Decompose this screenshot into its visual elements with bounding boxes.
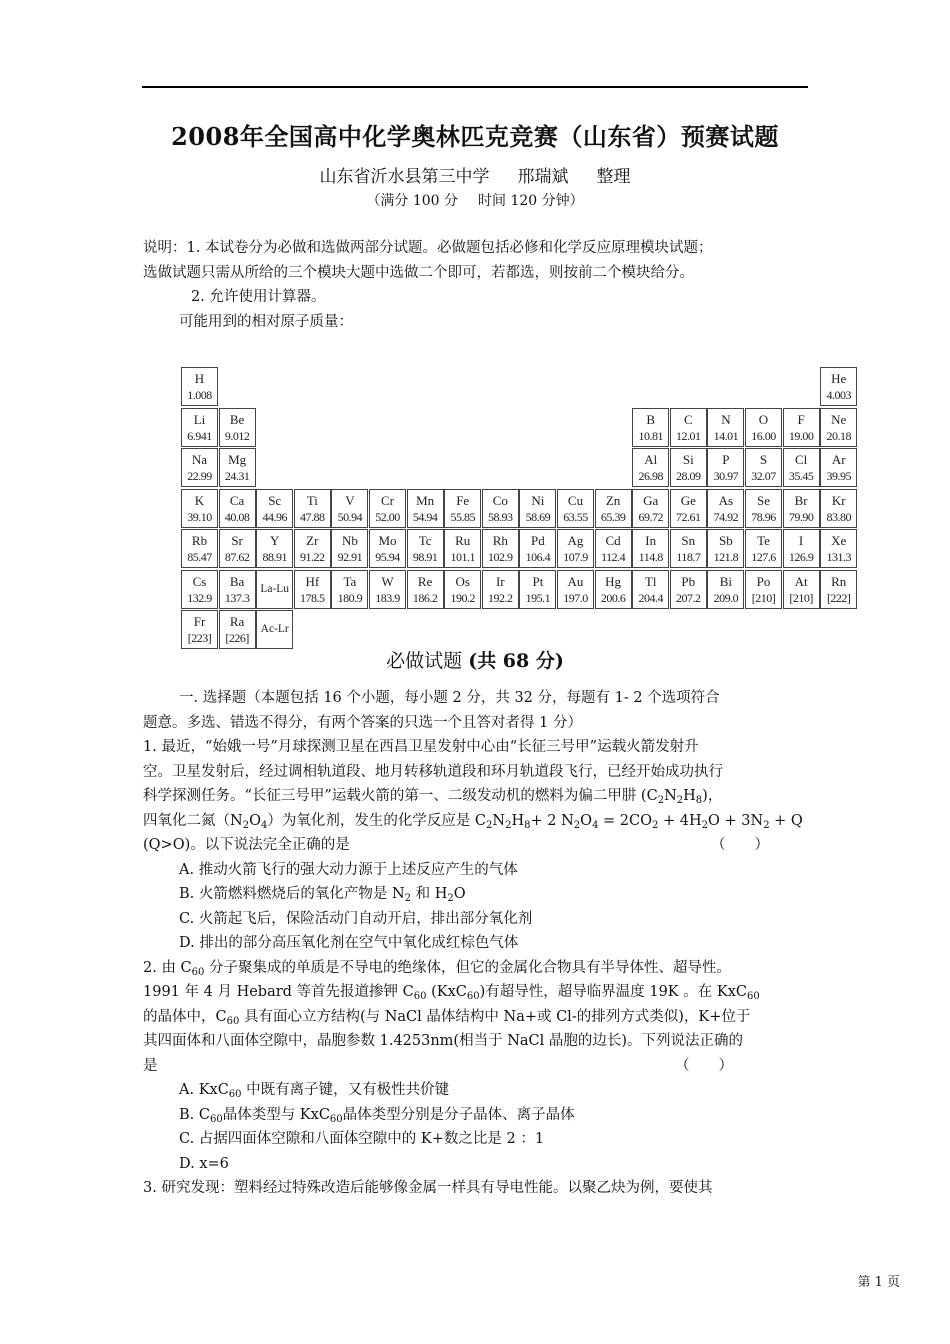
element-mass: 12.01 bbox=[676, 428, 701, 443]
element-symbol: Ru bbox=[455, 533, 471, 548]
instructions bbox=[143, 236, 809, 334]
element-cell bbox=[181, 570, 218, 609]
element-symbol: Tc bbox=[418, 533, 432, 548]
full-score: （满分 100 分 bbox=[366, 193, 458, 209]
element-symbol: Si bbox=[682, 452, 694, 467]
element-cell bbox=[181, 489, 218, 528]
element-symbol: V bbox=[345, 492, 355, 508]
instruction-line: 可能用到的相对原子质量： bbox=[179, 313, 353, 330]
element-mass: 52.00 bbox=[375, 509, 400, 524]
element-cell bbox=[745, 489, 782, 528]
element-cell bbox=[783, 489, 820, 528]
element-mass: 132.9 bbox=[187, 590, 212, 605]
element-cell bbox=[407, 570, 444, 609]
element-symbol: Ar bbox=[831, 452, 846, 467]
element-mass: 87.62 bbox=[224, 550, 250, 564]
element-mass: 207.2 bbox=[676, 590, 701, 605]
element-mass: 26.98 bbox=[638, 469, 663, 483]
element-mass: 121.8 bbox=[713, 550, 739, 564]
element-symbol: W bbox=[381, 573, 394, 589]
element-mass: 91.22 bbox=[300, 550, 325, 564]
element-symbol: Se bbox=[757, 492, 770, 508]
element-mass: 58.69 bbox=[525, 509, 551, 524]
element-symbol: Tl bbox=[644, 573, 657, 589]
element-cell bbox=[820, 570, 857, 609]
element-cell bbox=[783, 570, 820, 609]
element-symbol: Mn bbox=[416, 492, 435, 508]
element-symbol: Rb bbox=[191, 533, 208, 548]
element-cell bbox=[294, 529, 331, 568]
element-mass: [210] bbox=[751, 590, 776, 605]
element-mass: 114.8 bbox=[638, 550, 663, 564]
element-mass: 9.012 bbox=[224, 428, 250, 443]
element-symbol: Cd bbox=[605, 533, 621, 548]
element-mass: 39.95 bbox=[826, 469, 851, 483]
element-symbol: At bbox=[794, 573, 808, 589]
q2-line: 是 （ ） bbox=[143, 1054, 809, 1079]
element-cell bbox=[557, 489, 594, 528]
element-symbol: Te bbox=[757, 533, 770, 548]
element-cell bbox=[181, 367, 218, 406]
element-cell bbox=[595, 489, 632, 528]
periodic-table bbox=[181, 367, 859, 653]
element-symbol: Ta bbox=[343, 573, 357, 589]
element-cell bbox=[557, 529, 594, 568]
series-cell: Ac-Lr bbox=[256, 610, 293, 649]
element-symbol: Br bbox=[794, 492, 808, 508]
element-cell bbox=[219, 408, 256, 447]
element-cell bbox=[331, 570, 368, 609]
q1-line: 四氧化二氮$(N_2O_4)$为氧化剂，发生的化学反应是 $C_2N_2H_8+ 2$ $N_2O_4 = 2CO_2 + 4H_2O + 3N_2 + Q$ bbox=[143, 812, 803, 831]
element-symbol: Xe bbox=[831, 533, 847, 548]
element-cell bbox=[632, 489, 669, 528]
element-cell bbox=[294, 570, 331, 609]
element-cell bbox=[783, 448, 820, 487]
q1-line: (Q>O)。以下说法完全正确的是 （ ） bbox=[143, 833, 809, 858]
element-cell bbox=[482, 489, 519, 528]
element-cell bbox=[783, 408, 820, 447]
element-cell bbox=[670, 529, 707, 568]
element-symbol: Rn bbox=[831, 573, 847, 589]
element-mass: 197.0 bbox=[563, 590, 588, 605]
element-cell bbox=[670, 448, 707, 487]
element-symbol: Nb bbox=[341, 533, 358, 548]
element-mass: 200.6 bbox=[600, 590, 626, 605]
element-symbol: Sb bbox=[719, 533, 733, 548]
header-rule bbox=[142, 86, 808, 88]
element-mass: 10.81 bbox=[638, 428, 663, 443]
element-symbol: K bbox=[194, 492, 205, 508]
element-mass: [226] bbox=[225, 631, 249, 645]
page-number: 第 1 页 bbox=[857, 1275, 900, 1290]
element-symbol: Cr bbox=[381, 492, 394, 508]
element-symbol: Rh bbox=[492, 533, 508, 548]
element-mass: 50.94 bbox=[337, 509, 363, 524]
element-symbol: Sr bbox=[231, 533, 243, 548]
element-mass: [223] bbox=[187, 631, 212, 645]
element-mass: [222] bbox=[826, 590, 851, 605]
part-heading-cont: 题意。多选、错选不得分，有两个答案的只选一个且答对者得 1 分） bbox=[143, 714, 582, 731]
element-symbol: O bbox=[758, 411, 769, 427]
answer-bracket: （ ） bbox=[711, 837, 769, 853]
element-symbol: H bbox=[194, 371, 205, 386]
element-cell bbox=[369, 529, 406, 568]
element-cell bbox=[219, 529, 256, 568]
element-mass: 107.9 bbox=[563, 550, 588, 564]
element-mass: 54.94 bbox=[412, 509, 438, 524]
instruction-line: 2. 允许使用计算器。 bbox=[191, 289, 326, 305]
instruction-line: 选做试题只需从所给的三个模块大题中选做二个即可，若都选，则按前二个模块给分。 bbox=[143, 264, 694, 281]
element-cell bbox=[595, 570, 632, 609]
element-symbol: Mg bbox=[228, 452, 247, 467]
q2-option-c: C. 占据四面体空隙和八面体空隙中的 K+数之比是 2 ：1 bbox=[179, 1131, 545, 1147]
element-cell bbox=[256, 529, 293, 568]
byline bbox=[0, 162, 950, 187]
author-name: 邢瑞斌 bbox=[517, 167, 569, 187]
section-total: (共 68 分) bbox=[468, 650, 564, 672]
element-symbol: Re bbox=[417, 573, 433, 589]
element-mass: 183.9 bbox=[375, 590, 400, 605]
element-cell bbox=[331, 529, 368, 568]
element-mass: 83.80 bbox=[826, 509, 851, 524]
element-mass: 32.07 bbox=[751, 469, 776, 483]
element-cell bbox=[707, 529, 744, 568]
element-cell bbox=[670, 489, 707, 528]
element-cell bbox=[482, 570, 519, 609]
element-mass: 186.2 bbox=[412, 590, 438, 605]
element-mass: 195.1 bbox=[525, 590, 551, 605]
element-mass: 1.008 bbox=[187, 388, 212, 402]
element-symbol: Ra bbox=[229, 614, 245, 629]
element-mass: 209.0 bbox=[713, 590, 739, 605]
element-symbol: Ba bbox=[229, 573, 245, 589]
element-symbol: Au bbox=[567, 573, 584, 589]
element-mass: 127.6 bbox=[751, 550, 776, 564]
instruction-line: 说明：1. 本试卷分为必做和选做两部分试题。必做题包括必修和化学反应原理模块试题； bbox=[143, 240, 713, 256]
element-cell bbox=[745, 448, 782, 487]
q2-line: 其四面体和八面体空隙中，晶胞参数 1.4253nm(相当于 NaCl 晶胞的边长)。下列说法正确的 bbox=[143, 1033, 744, 1049]
q2-option-a: A. KxC$_{60}$ 中既有离子键，又有极性共价键 bbox=[179, 1082, 450, 1100]
element-symbol: Mo bbox=[378, 533, 397, 548]
element-cell bbox=[519, 570, 556, 609]
element-symbol: Ir bbox=[495, 573, 505, 589]
q1-option-b: B. 火箭燃料燃烧后的氧化产物是 $N_2$ 和 $H_2O$ bbox=[179, 886, 466, 904]
element-mass: 74.92 bbox=[713, 509, 739, 524]
element-cell bbox=[444, 489, 481, 528]
element-mass: [210] bbox=[789, 590, 813, 605]
q3-line: 3. 研究发现：塑料经过特殊改造后能够像金属一样具有导电性能。以聚乙炔为例，要使其 bbox=[143, 1180, 713, 1196]
element-cell bbox=[519, 529, 556, 568]
element-symbol: Ag bbox=[567, 533, 584, 548]
element-symbol: N bbox=[721, 411, 731, 427]
element-cell bbox=[181, 448, 218, 487]
element-cell bbox=[670, 570, 707, 609]
element-symbol: Ni bbox=[531, 492, 545, 508]
element-symbol: Os bbox=[455, 573, 470, 589]
q2-line: 2. 由 $C_{60}$ 分子聚集成的单质是不导电的绝缘体，但它的金属化合物具有半导体性、超导性。 bbox=[143, 959, 731, 978]
element-cell bbox=[407, 529, 444, 568]
element-mass: 118.7 bbox=[676, 550, 701, 564]
element-mass: 30.97 bbox=[713, 469, 739, 483]
element-mass: 204.4 bbox=[638, 590, 663, 605]
element-symbol: B bbox=[646, 411, 656, 427]
element-symbol: P bbox=[722, 452, 730, 467]
element-mass: 19.00 bbox=[788, 428, 814, 443]
element-symbol: Co bbox=[492, 492, 508, 508]
element-symbol: Po bbox=[756, 573, 771, 589]
element-mass: 6.941 bbox=[187, 428, 212, 443]
element-mass: 95.94 bbox=[375, 550, 400, 564]
element-cell bbox=[369, 570, 406, 609]
element-symbol: Fr bbox=[193, 614, 206, 629]
element-cell bbox=[256, 489, 293, 528]
element-cell bbox=[707, 489, 744, 528]
element-mass: 40.08 bbox=[224, 509, 250, 524]
q1-option-d: D. 排出的部分高压氧化剂在空气中氧化成红棕色气体 bbox=[179, 935, 519, 951]
element-symbol: Ca bbox=[229, 492, 245, 508]
element-mass: 98.91 bbox=[412, 550, 438, 564]
element-cell bbox=[181, 408, 218, 447]
q2-line: 1991 年 4 月 Hebard 等首先报道掺钾 $C_{60}$ (KxC$_{60}$)有超导性，超导临界温度 19K 。在 KxC$_{60}$ bbox=[143, 984, 760, 1002]
element-symbol: Fe bbox=[456, 492, 470, 508]
element-mass: 190.2 bbox=[450, 590, 475, 605]
element-mass: 28.09 bbox=[676, 469, 701, 483]
element-cell bbox=[219, 489, 256, 528]
element-mass: 106.4 bbox=[525, 550, 551, 564]
element-symbol: As bbox=[718, 492, 734, 508]
element-cell bbox=[820, 448, 857, 487]
element-cell bbox=[294, 489, 331, 528]
element-mass: 85.47 bbox=[187, 550, 212, 564]
element-symbol: S bbox=[759, 452, 768, 467]
exam-time: 时间 120 分钟） bbox=[478, 193, 584, 209]
element-cell bbox=[444, 529, 481, 568]
element-mass: 92.91 bbox=[337, 550, 363, 564]
element-cell bbox=[820, 367, 857, 406]
element-symbol: Kr bbox=[831, 492, 846, 508]
element-mass: 65.39 bbox=[600, 509, 626, 524]
element-symbol: Zr bbox=[306, 533, 319, 548]
q2-option-b: B. $C_{60}$晶体类型与 KxC$_{60}$晶体类型分别是分子晶体、离子晶体 bbox=[179, 1106, 575, 1125]
element-symbol: Pd bbox=[531, 533, 545, 548]
element-cell bbox=[632, 570, 669, 609]
element-mass: 78.96 bbox=[751, 509, 776, 524]
element-cell bbox=[632, 448, 669, 487]
element-mass: 72.61 bbox=[676, 509, 701, 524]
element-mass: 112.4 bbox=[601, 550, 626, 564]
element-symbol: Pt bbox=[532, 573, 544, 589]
element-mass: 22.99 bbox=[187, 469, 212, 483]
element-mass: 131.3 bbox=[826, 550, 851, 564]
element-mass: 88.91 bbox=[262, 550, 287, 564]
element-symbol: Be bbox=[229, 411, 245, 427]
element-cell bbox=[632, 529, 669, 568]
element-mass: 79.90 bbox=[788, 509, 814, 524]
section-name: 必做试题 bbox=[386, 650, 463, 672]
element-symbol: Al bbox=[644, 452, 658, 467]
element-cell bbox=[820, 489, 857, 528]
element-symbol: I bbox=[798, 533, 804, 548]
element-symbol: Sn bbox=[681, 533, 696, 548]
element-symbol: Na bbox=[191, 452, 208, 467]
element-mass: 16.00 bbox=[751, 428, 776, 443]
q2-option-d: D. x=6 bbox=[179, 1155, 229, 1172]
element-symbol: In bbox=[645, 533, 657, 548]
element-symbol: C bbox=[683, 411, 693, 427]
element-symbol: Cs bbox=[192, 573, 207, 589]
element-cell bbox=[745, 408, 782, 447]
element-cell bbox=[219, 570, 256, 609]
q1-line: 1. 最近，“始娥一号”月球探测卫星在西昌卫星发射中心由“长征三号甲”运载火箭发射升 bbox=[143, 739, 699, 755]
element-mass: 14.01 bbox=[713, 428, 739, 443]
element-cell bbox=[745, 529, 782, 568]
q2-line: 的晶体中，$C_{60}$ 具有面心立方结构(与 NaCl 晶体结构中 Na+或 Cl-的排列方式类似)，K+位于 bbox=[143, 1008, 751, 1027]
element-mass: 180.9 bbox=[337, 590, 363, 605]
element-cell bbox=[181, 610, 218, 649]
element-symbol: Sc bbox=[268, 492, 282, 508]
element-symbol: Cu bbox=[567, 492, 584, 508]
element-symbol: Ti bbox=[306, 492, 318, 508]
section-heading bbox=[0, 646, 950, 673]
element-symbol: He bbox=[831, 371, 847, 386]
element-cell bbox=[707, 448, 744, 487]
element-mass: 24.31 bbox=[224, 469, 250, 483]
element-mass: 102.9 bbox=[488, 550, 513, 564]
element-mass: 178.5 bbox=[300, 590, 325, 605]
element-cell bbox=[407, 489, 444, 528]
element-mass: 126.9 bbox=[788, 550, 814, 564]
element-cell bbox=[369, 489, 406, 528]
element-symbol: F bbox=[797, 411, 805, 427]
element-cell bbox=[595, 529, 632, 568]
element-symbol: Hf bbox=[305, 573, 320, 589]
element-symbol: Li bbox=[193, 411, 206, 427]
page-title: 2008年全国高中化学奥林匹克竞赛（山东省）预赛试题 bbox=[171, 122, 779, 151]
element-mass: 55.85 bbox=[450, 509, 475, 524]
q1-line: 空。卫星发射后，经过调相轨道段、地月转移轨道段和环月轨道段飞行，已经开始成功执行 bbox=[143, 763, 723, 780]
part-heading: 一. 选择题（本题包括 16 个小题，每小题 2 分，共 32 分，每题有 1- 2 个选项符合 bbox=[179, 690, 720, 706]
element-cell bbox=[632, 408, 669, 447]
element-mass: 47.88 bbox=[300, 509, 325, 524]
question-body bbox=[143, 686, 809, 1201]
element-cell bbox=[444, 570, 481, 609]
element-cell bbox=[219, 448, 256, 487]
element-mass: 69.72 bbox=[638, 509, 663, 524]
element-mass: 58.93 bbox=[488, 509, 513, 524]
element-cell bbox=[331, 489, 368, 528]
q1-option-a: A. 推动火箭飞行的强大动力源于上述反应产生的气体 bbox=[179, 861, 518, 878]
element-symbol: Cl bbox=[794, 452, 808, 467]
answer-bracket: （ ） bbox=[675, 1057, 733, 1074]
school-name: 山东省沂水县第三中学 bbox=[319, 167, 490, 187]
element-symbol: Bi bbox=[719, 573, 733, 589]
element-mass: 35.45 bbox=[788, 469, 814, 483]
element-cell bbox=[219, 610, 256, 649]
element-symbol: Pb bbox=[681, 573, 696, 589]
element-symbol: Zn bbox=[605, 492, 621, 508]
element-mass: 137.3 bbox=[224, 590, 250, 605]
series-cell: La-Lu bbox=[256, 570, 293, 609]
element-cell bbox=[783, 529, 820, 568]
q1-line: 科学探测任务。“长征三号甲”运载火箭的第一、二级发动机的燃料为偏二甲肼 $(C_2N_2H_8)$， bbox=[143, 788, 723, 806]
element-mass: 44.96 bbox=[262, 509, 287, 524]
element-cell bbox=[707, 408, 744, 447]
element-cell bbox=[181, 529, 218, 568]
element-cell bbox=[557, 570, 594, 609]
exam-meta bbox=[0, 190, 950, 210]
element-mass: 101.1 bbox=[450, 550, 475, 564]
element-symbol: Ne bbox=[831, 411, 847, 427]
byline-action: 整理 bbox=[596, 167, 631, 187]
element-mass: 192.2 bbox=[488, 590, 513, 605]
element-cell bbox=[482, 529, 519, 568]
element-symbol: Hg bbox=[605, 573, 622, 589]
element-mass: 20.18 bbox=[826, 428, 851, 443]
element-mass: 39.10 bbox=[187, 509, 212, 524]
element-mass: 63.55 bbox=[563, 509, 588, 524]
element-symbol: Ge bbox=[680, 492, 696, 508]
element-mass: 4.003 bbox=[826, 388, 851, 402]
element-cell bbox=[820, 408, 857, 447]
element-symbol: Ga bbox=[643, 492, 659, 508]
element-symbol: Y bbox=[269, 533, 280, 548]
element-cell bbox=[707, 570, 744, 609]
element-cell bbox=[745, 570, 782, 609]
element-cell bbox=[670, 408, 707, 447]
q1-option-c: C. 火箭起飞后，保险活动门自动开启，排出部分氧化剂 bbox=[179, 910, 533, 927]
element-cell bbox=[519, 489, 556, 528]
element-cell bbox=[820, 529, 857, 568]
